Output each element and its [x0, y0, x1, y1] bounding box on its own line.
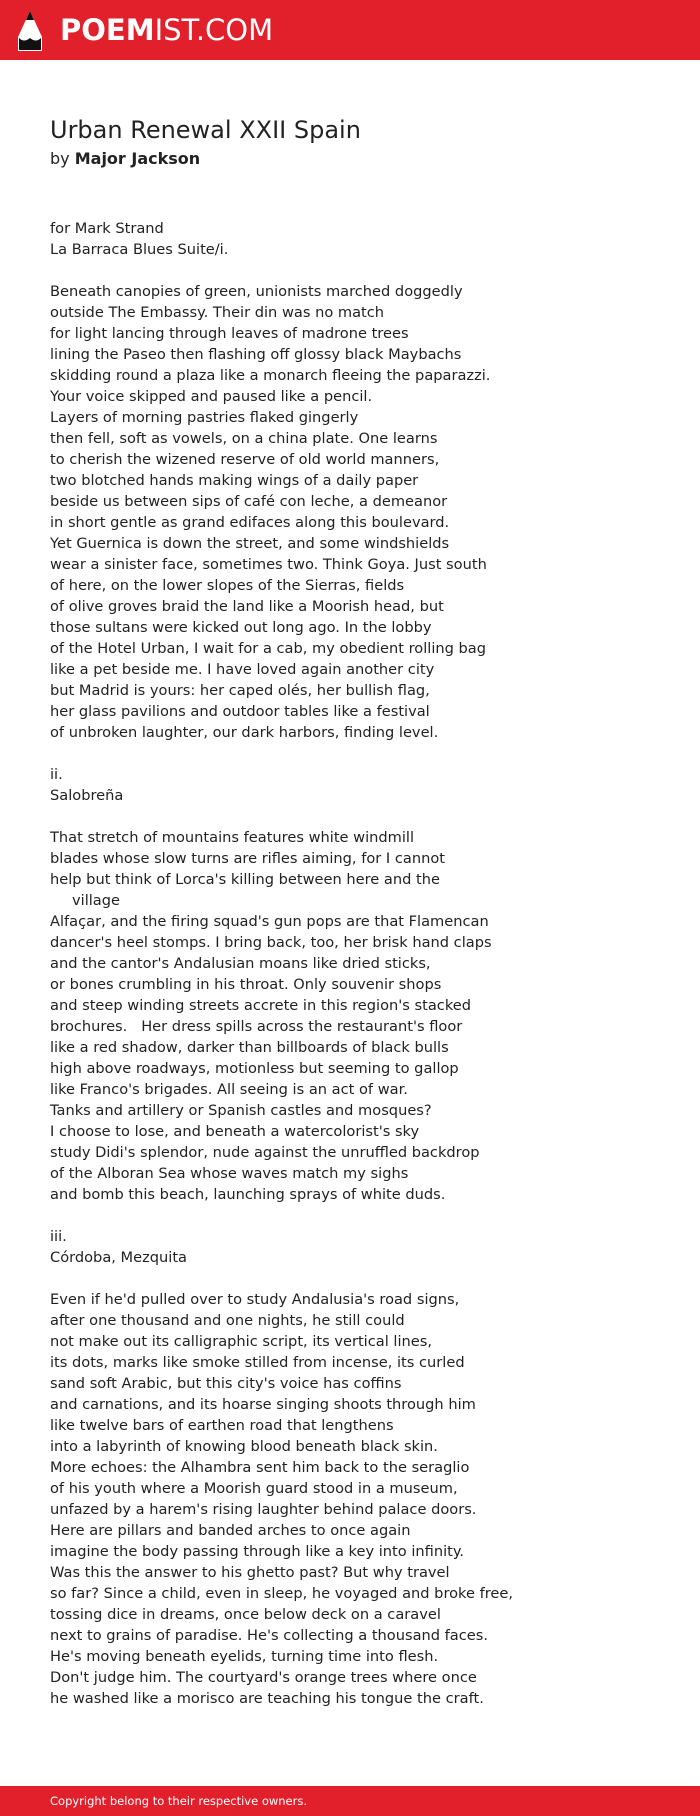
poem-line: he washed like a morisco are teaching his tongue the craft.: [50, 1690, 484, 1707]
poem-line: village: [72, 892, 120, 909]
poem-title: Urban Renewal XXII Spain: [50, 116, 361, 144]
stanza-break: [50, 806, 670, 827]
poem-line: I choose to lose, and beneath a watercolorist's sky: [50, 1123, 420, 1140]
poem-line: dancer's heel stomps. I bring back, too, her brisk hand claps: [50, 934, 492, 951]
logo-light-text: IST.COM: [154, 13, 274, 47]
poem-line: Don't judge him. The courtyard's orange trees where once: [50, 1669, 477, 1686]
poem-line: its dots, marks like smoke stilled from incense, its curled: [50, 1354, 465, 1371]
poem-line: That stretch of mountains features white windmill: [50, 829, 415, 846]
poem-line: Yet Guernica is down the street, and some windshields: [50, 535, 450, 552]
poem-line: More echoes: the Alhambra sent him back to the seraglio: [50, 1459, 470, 1476]
poem-line: in short gentle as grand edifaces along this boulevard.: [50, 514, 450, 531]
poem-line: then fell, soft as vowels, on a china plate. One learns: [50, 430, 438, 447]
poem-line: into a labyrinth of knowing blood beneath black skin.: [50, 1438, 438, 1455]
poem-line: to cherish the wizened reserve of old world manners,: [50, 451, 440, 468]
poem-line: beside us between sips of café con leche, a demeanor: [50, 493, 448, 510]
poem-line: La Barraca Blues Suite/i.: [50, 241, 229, 258]
poem-line: of the Hotel Urban, I wait for a cab, my obedient rolling bag: [50, 640, 487, 657]
poem-line: Salobreña: [50, 787, 124, 804]
stanza-break: [50, 1205, 670, 1226]
poem-line: like a pet beside me. I have loved again another city: [50, 661, 435, 678]
poem-line: so far? Since a child, even in sleep, he voyaged and broke free,: [50, 1585, 514, 1602]
poem-line: Córdoba, Mezquita: [50, 1249, 188, 1266]
poem-line: or bones crumbling in his throat. Only souvenir shops: [50, 976, 442, 993]
site-logo[interactable]: [60, 10, 273, 50]
poem-line: lining the Paseo then flashing off glossy black Maybachs: [50, 346, 462, 363]
byline: [50, 147, 200, 171]
poem-line: brochures. Her dress spills across the restaurant's floor: [50, 1018, 463, 1035]
poem-line: tossing dice in dreams, once below deck on a caravel: [50, 1606, 441, 1623]
author-name: Major Jackson: [74, 149, 201, 168]
poem-line: study Didi's splendor, nude against the unruffled backdrop: [50, 1144, 480, 1161]
poem-line: those sultans were kicked out long ago. In the lobby: [50, 619, 432, 636]
poem-line: of olive groves braid the land like a Moorish head, but: [50, 598, 444, 615]
poem-line: like a red shadow, darker than billboards of black bulls: [50, 1039, 449, 1056]
poem-line: Layers of morning pastries flaked gingerly: [50, 409, 359, 426]
poem-line: but Madrid is yours: her caped olés, her bullish flag,: [50, 682, 430, 699]
poem-line: imagine the body passing through like a key into infinity.: [50, 1543, 465, 1560]
poem-line: not make out its calligraphic script, its vertical lines,: [50, 1333, 432, 1350]
poem-line: ii.: [50, 766, 63, 783]
poem-line: Tanks and artillery or Spanish castles and mosques?: [50, 1102, 432, 1119]
poem-line: for light lancing through leaves of madrone trees: [50, 325, 409, 342]
poem-line: for Mark Strand: [50, 220, 164, 237]
byline-prefix: by: [50, 149, 70, 168]
site-footer: [0, 1786, 700, 1816]
poem-line: Was this the answer to his ghetto past? But why travel: [50, 1564, 450, 1581]
poem-line: Your voice skipped and paused like a pencil.: [50, 388, 373, 405]
poem-line: her glass pavilions and outdoor tables like a festival: [50, 703, 430, 720]
poem-line: Even if he'd pulled over to study Andalusia's road signs,: [50, 1291, 460, 1308]
poem-body: [50, 218, 670, 1709]
site-header: [0, 0, 700, 60]
poem-line: unfazed by a harem's rising laughter behind palace doors.: [50, 1501, 477, 1518]
poem-line: like Franco's brigades. All seeing is an act of war.: [50, 1081, 408, 1098]
poem-line: of here, on the lower slopes of the Sierras, fields: [50, 577, 405, 594]
pencil-tip-icon: [17, 10, 43, 52]
poem-line: wear a sinister face, sometimes two. Think Goya. Just south: [50, 556, 487, 573]
poem-line: of the Alboran Sea whose waves match my sighs: [50, 1165, 409, 1182]
poem-line: Beneath canopies of green, unionists marched doggedly: [50, 283, 463, 300]
poem-line: two blotched hands making wings of a daily paper: [50, 472, 419, 489]
poem-line: of his youth where a Moorish guard stood in a museum,: [50, 1480, 458, 1497]
poem-line: and the cantor's Andalusian moans like dried sticks,: [50, 955, 431, 972]
poem-line: after one thousand and one nights, he still could: [50, 1312, 405, 1329]
poem-line: and bomb this beach, launching sprays of white duds.: [50, 1186, 446, 1203]
stanza-break: [50, 1268, 670, 1289]
poem-line: help but think of Lorca's killing between here and the: [50, 871, 440, 888]
poem-line: next to grains of paradise. He's collecting a thousand faces.: [50, 1627, 488, 1644]
poem-line: Alfaçar, and the firing squad's gun pops are that Flamencan: [50, 913, 489, 930]
stanza-break: [50, 743, 670, 764]
poem-line: and steep winding streets accrete in this region's stacked: [50, 997, 471, 1014]
poem-line: blades whose slow turns are rifles aiming, for I cannot: [50, 850, 445, 867]
poem-line: iii.: [50, 1228, 67, 1245]
logo-bold-text: POEM: [60, 13, 155, 47]
poem-line: and carnations, and its hoarse singing shoots through him: [50, 1396, 476, 1413]
poem-line: high above roadways, motionless but seeming to gallop: [50, 1060, 459, 1077]
poem-line: sand soft Arabic, but this city's voice has coffins: [50, 1375, 402, 1392]
poem-line: He's moving beneath eyelids, turning time into flesh.: [50, 1648, 439, 1665]
copyright-text: Copyright belong to their respective owners.: [50, 1794, 308, 1808]
poem-line: outside The Embassy. Their din was no match: [50, 304, 385, 321]
poem-line: skidding round a plaza like a monarch fleeing the paparazzi.: [50, 367, 491, 384]
poem-line: of unbroken laughter, our dark harbors, finding level.: [50, 724, 439, 741]
poem-line: Here are pillars and banded arches to once again: [50, 1522, 411, 1539]
poem-line: like twelve bars of earthen road that lengthens: [50, 1417, 394, 1434]
stanza-break: [50, 260, 670, 281]
